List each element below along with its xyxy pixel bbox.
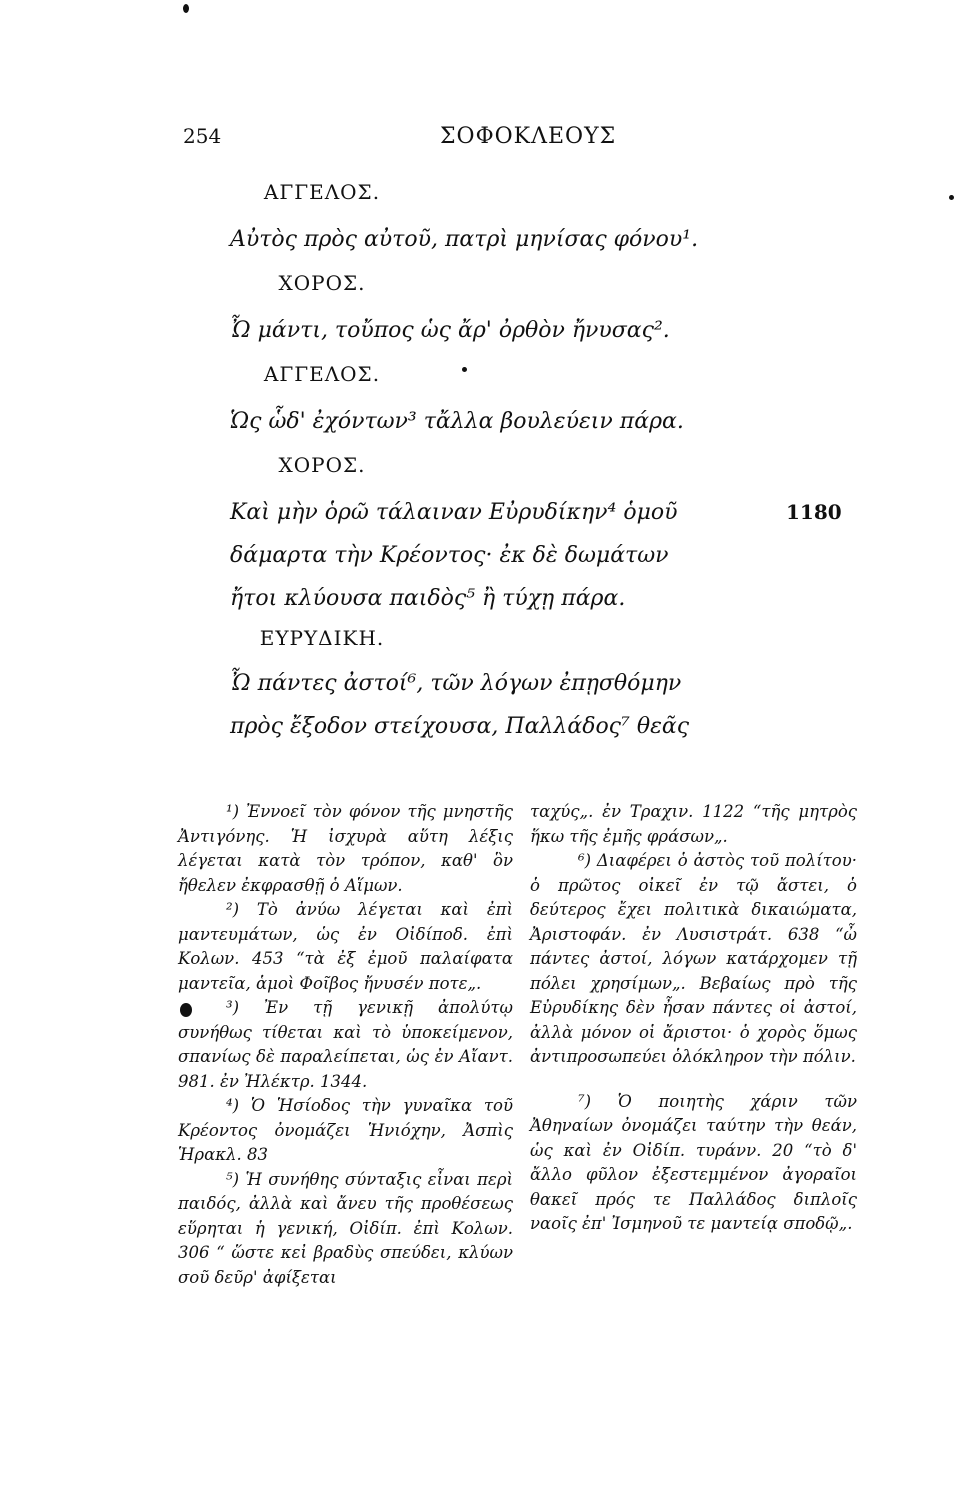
verse-line: Αὐτὸς πρὸς αὐτοῦ, πατρὶ μηνίσας φόνου¹.: [230, 227, 699, 252]
play-text: [230, 180, 870, 748]
footnotes-left-column: [178, 800, 513, 1290]
footnote: ¹) Ἐννοεῖ τὸν φόνον τῆς μνηστῆς Ἀντιγόνης. Ἡ ἰσχυρὰ αὕτη λέξις λέγεται κατὰ τὸν τρόπον, καθ' ὃν ἤθελεν ἐκφρασθῇ ὁ Αἵμων.: [178, 802, 513, 895]
ink-speck: [949, 195, 954, 200]
verse-line-text: Καὶ μὴν ὁρῶ τάλαιναν Εὐρυδίκην⁴ ὁμοῦ: [230, 500, 678, 525]
verse-line: [230, 491, 870, 534]
footnote: ⁶) Διαφέρει ὁ ἀστὸς τοῦ πολίτου· ὁ πρῶτος οἰκεῖ ἐν τῷ ἄστει, ὁ δεύτερος ἔχει πολιτικὰ δικαιώματα, Ἀριστοφάν. ἐν Λυσιστράτ. 638 “ὦ πάντες ἀστοί, λόγων κατάρχομεν τῇ πόλει χρησίμων„. Βεβαίως πρὸ τῆς Εὐρυδίκης δὲν ἦσαν πάντες οἱ ἀστοί, ἀλλὰ μόνον οἱ ἄριστοι· ὁ χορὸς ὅμως ἀντιπροσωπεύει ὁλόκληρον τὴν πόλιν.: [530, 851, 857, 1066]
ink-speck: [183, 4, 189, 13]
speaker-heading: ΑΓΓΕΛΟΣ.: [263, 180, 381, 204]
verse-line: ἤτοι κλύουσα παιδὸς⁵ ἢ τύχῃ πάρα.: [230, 586, 626, 611]
footnotes-right-column: [530, 800, 857, 1237]
speaker-heading: ΧΟΡΟΣ.: [278, 453, 366, 477]
ink-speck: [180, 1003, 192, 1017]
verse-line: δάμαρτα τὴν Κρέοντος· ἐκ δὲ δωμάτων: [230, 543, 669, 568]
speaker-heading: ΧΟΡΟΣ.: [278, 271, 366, 295]
page-number: 254: [183, 124, 222, 148]
footnote-continuation: ταχύς„. ἐν Τραχιν. 1122 “τῆς μητρὸς ἥκω τῆς ἐμῆς φράσων„.: [530, 802, 857, 846]
running-title: ΣΟΦΟΚΛΕΟΥΣ: [440, 124, 617, 149]
ink-speck: [462, 367, 467, 372]
footnote: ³) Ἐν τῇ γενικῇ ἀπολύτῳ συνήθως τίθεται καὶ τὸ ὑποκείμενον, σπανίως δὲ παραλείπεται, ὡς ἐν Αἴαντ. 981. ἐν Ἠλέκτρ. 1344.: [178, 998, 513, 1091]
verse-line: Ὦ μάντι, τοὔπος ὡς ἄρ' ὀρθὸν ἤνυσας².: [230, 318, 670, 343]
footnote: ⁴) Ὁ Ἡσίοδος τὴν γυναῖκα τοῦ Κρέοντος ὀνομάζει Ἡνιόχην, Ἀσπὶς Ἡρακλ. 83: [178, 1096, 513, 1164]
speaker-heading: ΕΥΡΥΔΙΚΗ.: [259, 626, 385, 650]
verse-line: Ὦ πάντες ἀστοί⁶, τῶν λόγων ἐπῃσθόμην: [230, 671, 682, 696]
verse-line: Ὡς ὧδ' ἐχόντων³ τἄλλα βουλεύειν πάρα.: [230, 409, 684, 434]
footnote: ⁷) Ὁ ποιητὴς χάριν τῶν Ἀθηναίων ὀνομάζει ταύτην τὴν θεάν, ὡς καὶ ἐν Οἰδίπ. τυράνν. 20 “τὸ δ' ἄλλο φῦλον ἐξεστεμμένον ἀγοραῖοι θακεῖ πρός τε Παλλάδος διπλοῖς ναοῖς ἐπ' Ἰσμηνοῦ τε μαντείᾳ σποδῷ„.: [530, 1091, 857, 1233]
footnote: ²) Τὸ ἀνύω λέγεται καὶ ἐπὶ μαντευμάτων, ὡς ἐν Οἰδίποδ. ἐπὶ Κολων. 453 “τὰ ἐξ ἐμοῦ παλαίφατα μαντεῖα, ἁμοὶ Φοῖβος ἤνυσέν ποτε„.: [178, 900, 513, 993]
line-number: 1180: [786, 500, 842, 524]
verse-line: πρὸς ἔξοδον στείχουσα, Παλλάδος⁷ θεᾶς: [230, 714, 690, 739]
footnote: ⁵) Ἡ συνήθης σύνταξις εἶναι περὶ παιδός, ἀλλὰ καὶ ἄνευ τῆς προθέσεως εὕρηται ἡ γενική, Οἰδίπ. ἐπὶ Κολων. 306 “ ὥστε κεἰ βραδὺς σπεύδει, κλύων σοῦ δεῦρ' ἀφίξεται: [178, 1169, 513, 1287]
speaker-heading: ΑΓΓΕΛΟΣ.: [263, 362, 381, 386]
page-header: [0, 124, 975, 154]
